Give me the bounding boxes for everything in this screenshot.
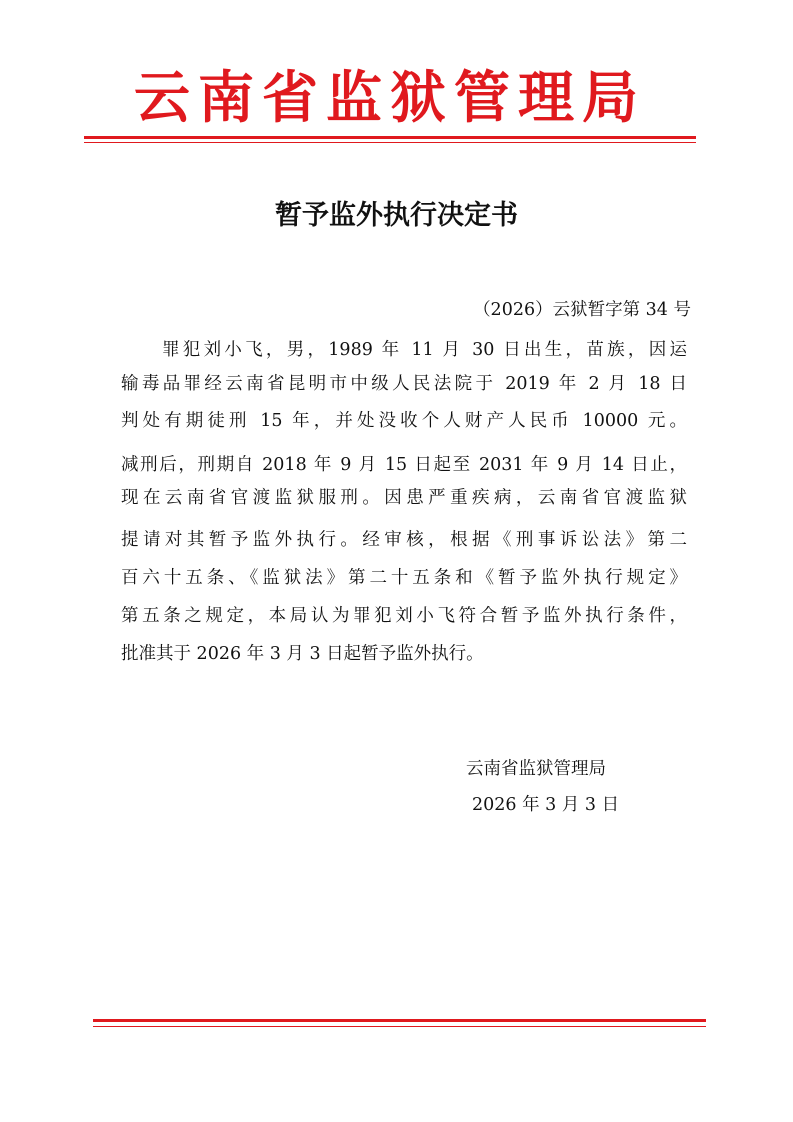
body-line: 输毒品罪经云南省昆明市中级人民法院于 2019 年 2 月 18 日: [121, 374, 687, 394]
footer-rule-thin: [93, 1026, 706, 1027]
signature-organization: 云南省监狱管理局: [466, 759, 606, 779]
footer-rule-thick: [93, 1019, 706, 1022]
header-rule-thick: [84, 136, 696, 139]
body-line: 减刑后，刑期自 2018 年 9 月 15 日起至 2031 年 9 月 14 日止，: [121, 455, 687, 475]
body-line: 百六十五条、《监狱法》第二十五条和《暂予监外执行规定》: [121, 568, 687, 588]
body-line: 批准其于 2026 年 3 月 3 日起暂予监外执行。: [121, 644, 484, 664]
signature-date: 2026 年 3 月 3 日: [472, 795, 620, 815]
body-line: 现在云南省官渡监狱服刑。因患严重疾病，云南省官渡监狱: [121, 488, 687, 508]
body-line: 提请对其暂予监外执行。经审核，根据《刑事诉讼法》第二: [121, 530, 687, 550]
body-line: 判处有期徒刑 15 年，并处没收个人财产人民币 10000 元。: [121, 411, 687, 431]
header-rule-thin: [84, 142, 696, 143]
document-title: 暂予监外执行决定书: [275, 200, 518, 231]
body-line: 第五条之规定，本局认为罪犯刘小飞符合暂予监外执行条件，: [121, 606, 687, 626]
body-line: 罪犯刘小飞，男，1989 年 11 月 30 日出生，苗族，因运: [162, 340, 687, 360]
issuing-authority-header: 云南省监狱管理局: [134, 66, 646, 131]
document-number: （2026）云狱暂字第 34 号: [473, 300, 691, 320]
